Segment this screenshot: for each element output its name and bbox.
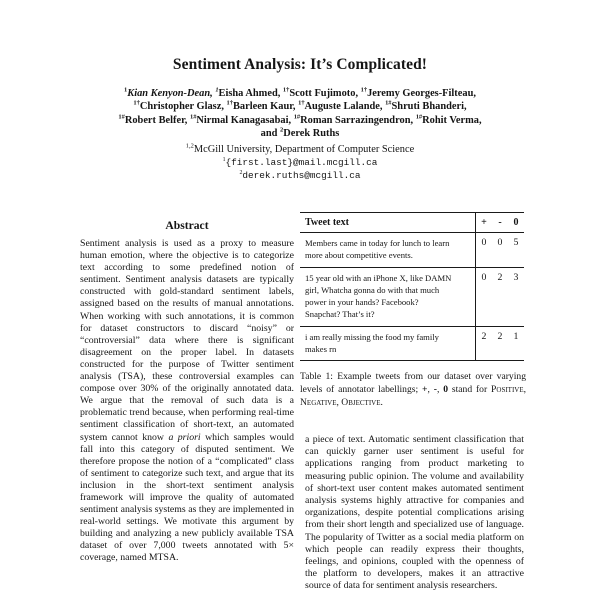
tweet-text-cell: [300, 268, 475, 326]
text-line: and $^2$Derek Ruths: [260, 126, 340, 139]
tweet-text-line: Members came in today for lunch to learn: [305, 238, 450, 248]
tweet-text-cell: [300, 327, 475, 361]
table-1: [300, 212, 524, 361]
tweet-text-line: girl, Whatcha gonna do with that much: [305, 284, 440, 295]
paper-title: Sentiment Analysis: It’s Complicated!: [172, 56, 428, 73]
annotation-count: 3: [513, 271, 519, 283]
text-line: $^2$derek.ruths@mcgill.ca: [239, 170, 361, 182]
abstract-text: Sentiment analysis is used as a proxy to measure human emotion, where the objective is to categorize text according to some predefined notion of sentiment. Sentiment analysis datasets are typically constructed with gold-standard sentiment labels, assigned based on the results of manual annotations. When working with such annotations, it is common for dataset constructors to discard “noisy” or “controversial” data where there is significant disagreement on the proper label. In datasets constructed for the purpose of Twitter sentiment analysis (TSA), these controversial examples can compose over 30% of the originally annotated data. We argue that the removal of such data is a problematic trend because, when performing real-time sentiment classification of short-text, an automated system cannot know a priori which samples would fall into this category of disputed sentiment. We therefore propose the notion of a “complicated” class of sentiment to categorize such text, and argue that its inclusion in the short-text sentiment analysis framework will improve the quality of automated sentiment analysis systems as they are implemented in real-world settings. We motivate this argument by building and analyzing a new publicly available TSA dataset of over 7,000 tweets annotated with 5× coverage, named MTSA.: [80, 238, 294, 564]
annotation-count: 0: [481, 271, 487, 283]
introduction-text: a piece of text. Automatic sentiment classification that can quickly garner user sentiment is useful for applications ranging from product marketing to measuring public opinion. The volume and availability of short-text user content makes automated sentiment analysis systems highly attractive for companies and organizations, despite potential complications arising from their short length and specialized use of language. The popularity of Twitter as a social media platform on which people can readily express their thoughts, feelings, and opinions, coupled with the openness of the platform to developers, makes it an attractive source of data for sentiment analysis researchers.: [305, 434, 524, 592]
table-header-tweet-text: Tweet text: [305, 217, 349, 228]
tweet-text-line: makes rn: [305, 344, 337, 355]
email-block: [60, 156, 540, 182]
table-header-label: -: [498, 217, 502, 228]
tweet-text-line: power in your hands? Facebook?: [305, 297, 419, 308]
affiliation-line: $^{1,2}$McGill University, Department of Computer Science: [185, 142, 415, 155]
annotation-count: 0: [481, 237, 487, 248]
table-row: [300, 233, 524, 268]
text-line: $^1$Kian Kenyon-Dean, $^1$Eisha Ahmed, $^{1\dagger}$Scott Fujimoto, $^{1\dagger}$Jeremy Georges-Filteau,: [124, 86, 476, 99]
abstract-heading: Abstract: [165, 219, 209, 232]
tweet-text-line: more about competitive events.: [305, 250, 413, 261]
annotation-count: 5: [513, 237, 519, 248]
annotation-counts-cell: [475, 327, 524, 361]
annotation-counts-cell: [475, 233, 524, 267]
annotation-counts-cell: [475, 268, 524, 326]
table-header-label: +: [481, 217, 487, 228]
annotation-count: 0: [497, 237, 503, 248]
table-header-row: [300, 213, 524, 233]
table-row: [300, 327, 524, 361]
tweet-text-cell: [300, 233, 475, 267]
text-line: $^1${first.last}@mail.mcgill.ca: [222, 156, 378, 168]
table-row: [300, 268, 524, 327]
table-header-label: 0: [513, 217, 519, 228]
annotation-count: 2: [497, 330, 503, 342]
annotation-count: 1: [513, 330, 519, 342]
annotation-count: 2: [497, 271, 503, 283]
author-list: [60, 87, 540, 140]
tweet-text-line: i am really missing the food my family: [305, 331, 439, 342]
tweet-text-line: Snapchat? That’s it?: [305, 309, 375, 320]
table-header-label-cols: [475, 213, 524, 232]
annotation-count: 2: [481, 330, 487, 342]
text-line: $^{1\#}$Robert Belfer, $^{1\#}$Nirmal Kanagasabai, $^{1\#}$Roman Sarrazingendron, $^{1\#}$Rohit Verma,: [118, 113, 482, 126]
tweet-text-line: 15 year old with an iPhone X, like DAMN: [305, 272, 452, 283]
text-line: $^{1\dagger}$Christopher Glasz, $^{1\dagger}$Barleen Kaur, $^{1\dagger}$Auguste Lalande, $^{1\#}$Shruti Bhanderi,: [133, 99, 467, 113]
table-1-caption: Table 1: Example tweets from our dataset over varying levels of annotator labellings; +, -, 0 stand for Positive, Negative, Objective.: [300, 371, 527, 409]
